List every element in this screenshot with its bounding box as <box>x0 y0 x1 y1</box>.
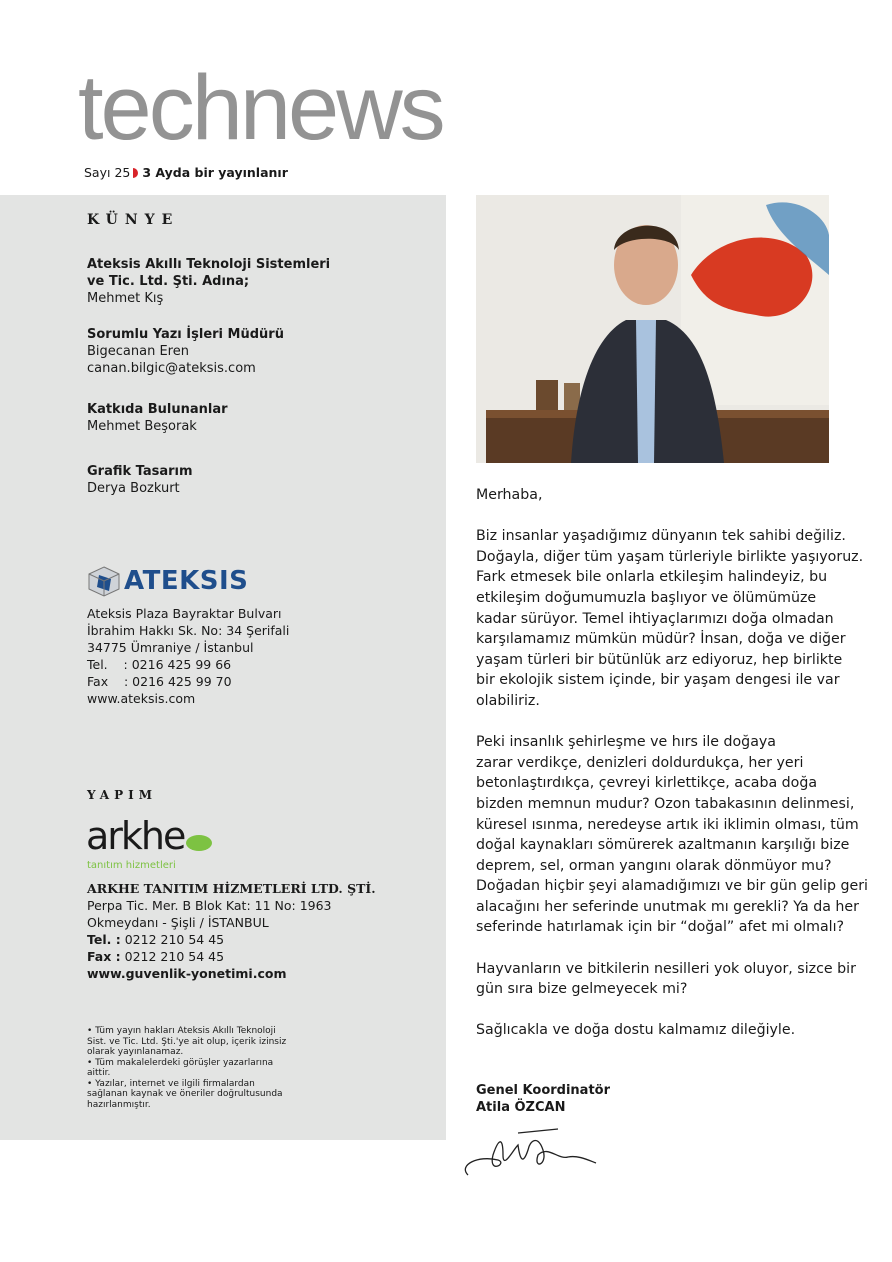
ateksis-address <box>87 605 289 707</box>
letter-line: zarar verdikçe, denizleri doldurdukça, her yeri <box>476 754 804 771</box>
letter-line: Fark etmesek bile onlarla etkileşim halindeyiz, bu <box>476 569 828 586</box>
letter-line: Hayvanların ve bitkilerin nesilleri yok oluyor, sizce bir <box>476 960 856 977</box>
letter-line: Biz insanlar yaşadığımız dünyanın tek sahibi değiliz. <box>476 528 846 545</box>
yapim-title: YAPIM <box>87 788 158 802</box>
letter-line: etkileşim doğumumuzla başlıyor ve ölümümüze <box>476 589 817 606</box>
ateksis-address-line: 34775 Ümraniye / İstanbul <box>87 640 254 655</box>
coordinator-photo <box>476 195 829 463</box>
greeting: Merhaba, <box>476 487 543 503</box>
letter-line: gün sıra bize gelmeyecek mi? <box>476 981 688 998</box>
kunye-section <box>87 326 284 377</box>
fax-label: Fax : <box>87 949 121 964</box>
ateksis-address-line: İbrahim Hakkı Sk. No: 34 Şerifali <box>87 623 290 638</box>
section-value: Mehmet Beşorak <box>87 419 197 434</box>
letter-paragraph <box>476 732 868 938</box>
letter-line: betonlaştırdıkça, çevreyi kirlettikçe, acaba doğa <box>476 775 818 792</box>
frequency: 3 Ayda bir yayınlanır <box>142 165 288 180</box>
letter-body <box>476 485 868 1062</box>
letter-line: olabiliriz. <box>476 692 540 709</box>
arkhe-website: www.guvenlik-yonetimi.com <box>87 966 287 981</box>
arkhe-address-line: Perpa Tic. Mer. B Blok Kat: 11 No: 1963 <box>87 898 332 913</box>
section-value: canan.bilgic@ateksis.com <box>87 361 256 376</box>
letter-line: kadar sürüyor. Temel ihtiyaçlarımızı doğa olmadan <box>476 610 834 627</box>
section-value: Bigecanan Eren <box>87 344 189 359</box>
legal-notes <box>87 1026 297 1110</box>
ateksis-address-line: Ateksis Plaza Bayraktar Bulvarı <box>87 606 282 621</box>
letter-line: seferinde hatırlamak için bir “doğal” afet mi olmalı? <box>476 919 845 936</box>
red-marker-icon <box>133 168 138 178</box>
technews-logo: technews <box>78 57 443 159</box>
legal-note: • Tüm yayın hakları Ateksis Akıllı Teknoloji Sist. ve Tic. Ltd. Şti.'ye ait olup, içerik izinsiz olarak yayınlanamaz. <box>87 1026 287 1057</box>
letter-line: deprem, sel, orman yangını olarak dönmüyor mu? <box>476 857 832 874</box>
cube-icon <box>87 565 121 597</box>
section-heading: ve Tic. Ltd. Şti. Adına; <box>87 274 250 289</box>
letter-line: küresel ısınma, neredeyse artık iki iklimin olması, tüm <box>476 816 859 833</box>
legal-note: • Yazılar, internet ve ilgili firmalardan sağlanan kaynak ve öneriler doğrultusunda hazırlanmıştır. <box>87 1078 283 1110</box>
issue-line <box>84 165 288 181</box>
letter-paragraph <box>476 1020 856 1041</box>
arkhe-company: ARKHE TANITIM HİZMETLERİ LTD. ŞTİ. <box>87 881 376 896</box>
handwritten-signature <box>458 1125 598 1183</box>
letter-line: Doğayla, diğer tüm yaşam türleriyle birlikte yaşıyoruz. <box>476 548 864 565</box>
arkhe-fax: 0212 210 54 45 <box>124 949 225 964</box>
issue-number: Sayı 25 <box>84 165 131 180</box>
section-heading: Katkıda Bulunanlar <box>87 402 228 417</box>
letter-paragraph <box>476 526 864 711</box>
arkhe-address-line: Okmeydanı - Şişli / İSTANBUL <box>87 915 269 930</box>
ateksis-address-line: Tel. : 0216 425 99 66 <box>87 657 232 672</box>
ateksis-address-line: www.ateksis.com <box>87 691 196 706</box>
arkhe-logo-mark <box>86 807 221 857</box>
ateksis-wordmark: ATEKSIS <box>124 566 249 596</box>
section-heading: Ateksis Akıllı Teknoloji Sistemleri <box>87 257 331 272</box>
kunye-section <box>87 256 330 307</box>
letter-line: Doğadan hiçbir şeyi alamadığımızı ve bir gün gelip geri <box>476 878 868 895</box>
signature-block <box>476 1082 610 1116</box>
letter-line: Sağlıcakla ve doğa dostu kalmamız dileğiyle. <box>476 1022 796 1039</box>
ateksis-logo <box>87 565 248 597</box>
section-value: Mehmet Kış <box>87 291 164 306</box>
arkhe-subtitle: tanıtım hizmetleri <box>87 860 176 871</box>
ateksis-address-line: Fax : 0216 425 99 70 <box>87 674 232 689</box>
letter-line: yaşam türleri bir bütünlük arz ediyoruz, hep birlikte <box>476 651 843 668</box>
letter-line: Peki insanlık şehirleşme ve hırs ile doğaya <box>476 734 776 751</box>
signer-title: Genel Koordinatör <box>476 1083 611 1098</box>
kunye-section <box>87 463 193 497</box>
kunye-section <box>87 401 228 435</box>
section-heading: Grafik Tasarım <box>87 464 193 479</box>
portrait-image <box>476 195 829 463</box>
signer-name: Atila ÖZCAN <box>476 1100 566 1115</box>
letter-line: bizden memnun mudur? Ozon tabakasının delinmesi, <box>476 795 855 812</box>
letter-paragraph <box>476 959 856 1000</box>
arkhe-info <box>87 880 376 982</box>
letter-line: bir ekolojik sistem içinde, bir yaşam dengesi ile var <box>476 672 840 689</box>
arkhe-logo <box>86 807 221 875</box>
kunye-title: KÜNYE <box>87 212 180 228</box>
letter-line: alacağını her seferinde unutmak mı gerekli? Ya da her <box>476 898 859 915</box>
section-value: Derya Bozkurt <box>87 481 180 496</box>
tel-label: Tel. : <box>87 932 121 947</box>
svg-text:arkhe: arkhe <box>86 814 185 857</box>
letter-line: karşılamamız mümkün müdür? İnsan, doğa ve diğer <box>476 631 846 648</box>
arkhe-tel: 0212 210 54 45 <box>124 932 225 947</box>
letter-line: doğal kaynakları sömürerek azaltmanın karşılığı bize <box>476 837 850 854</box>
section-heading: Sorumlu Yazı İşleri Müdürü <box>87 327 284 342</box>
legal-note: • Tüm makalelerdeki görüşler yazarlarına aittir. <box>87 1057 274 1078</box>
